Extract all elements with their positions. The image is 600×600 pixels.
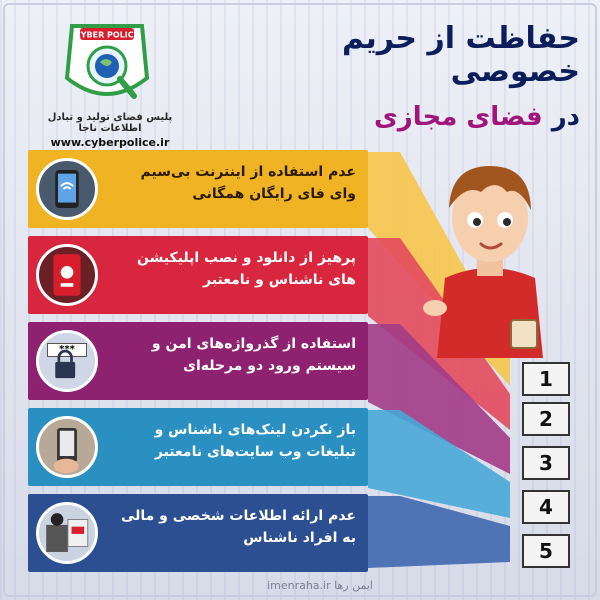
poster-title — [220, 22, 580, 132]
logo-caption-fa: پلیس فضای تولید و تبادل اطلاعات ناجا — [47, 112, 173, 134]
password-mask: *** — [47, 343, 87, 357]
tip-row-1 — [28, 150, 368, 228]
tip-number-1: 1 — [522, 362, 570, 396]
tip-text-1: عدم استفاده از اینترنت بی‌سیم وای فای رایگان همگانی — [140, 164, 356, 202]
wifi-phone-icon — [36, 158, 98, 220]
title-highlight: فضای مجازی — [373, 102, 543, 132]
cyber-police-logo-icon — [52, 18, 162, 108]
title-line-1: حفاظت از حریم خصوصی — [341, 21, 580, 89]
title-prefix: در — [551, 102, 580, 132]
link-hand-icon — [36, 416, 98, 478]
tip-row-2 — [28, 236, 368, 314]
password-lock-icon — [36, 330, 98, 392]
tip-text-3: استفاده از گذرواژه‌های امن و سیستم ورود دو مرحله‌ای — [151, 336, 356, 374]
tip-text-5: عدم ارائه اطلاعات شخصی و مالی به افراد ناشناس — [120, 508, 356, 546]
boy-character-icon — [415, 148, 565, 358]
watermark: imenraha.ir ایمن رها — [267, 579, 373, 592]
title-line-2 — [220, 102, 580, 132]
tip-text-2: پرهیز از دانلود و نصب اپلیکیشن های ناشناس و نامعتبر — [136, 250, 356, 288]
tip-row-4 — [28, 408, 368, 486]
tip-number-5: 5 — [522, 534, 570, 568]
fraud-icon — [36, 502, 98, 564]
tip-row-3 — [28, 322, 368, 400]
tip-row-5 — [28, 494, 368, 572]
logo-caption — [30, 112, 190, 149]
virus-alert-icon — [36, 244, 98, 306]
tip-number-2: 2 — [522, 402, 570, 436]
svg-text:CYBER POLICE: CYBER POLICE — [74, 30, 140, 40]
logo-url: www.cyberpolice.ir — [50, 136, 170, 149]
tip-number-3: 3 — [522, 446, 570, 480]
tip-text-4: باز نکردن لینک‌های ناشناس و تبلیغات وب سایت‌های نامعتبر — [154, 422, 356, 460]
tip-number-4: 4 — [522, 490, 570, 524]
